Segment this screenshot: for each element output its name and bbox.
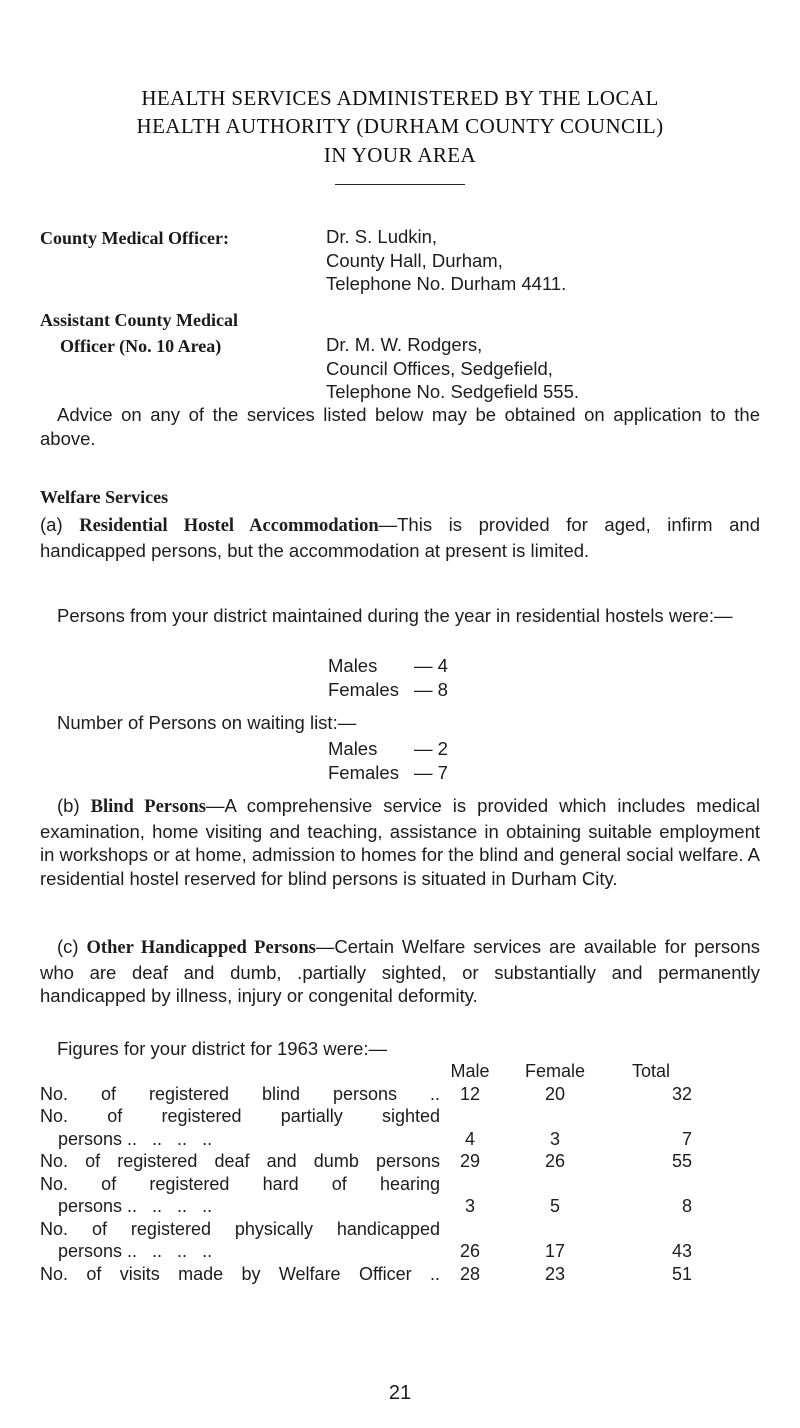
column-header-female: Female [524,1061,586,1081]
section-b-prefix: (b) [57,795,80,816]
figures-header-row [40,1060,700,1083]
cell-male: 4 [464,1128,475,1149]
section-b-title: Blind Persons [90,797,206,817]
table-row [40,1083,700,1106]
cell-female: 17 [544,1241,566,1261]
cell-female: 23 [544,1263,566,1284]
cmo-name: Dr. S. Ludkin, [326,226,438,247]
figures-intro: Figures for your district for 1963 were:— [57,1038,388,1059]
row-label: No. of registered physically handicapped persons .. .. .. .. [40,1218,440,1261]
heading-line-2: HEALTH AUTHORITY (DURHAM COUNTY COUNCIL) [136,114,664,138]
cmo-telephone: Telephone No. Durham 4411. [326,273,567,294]
cell-total: 43 [671,1241,692,1261]
section-a-text: —This is provided for aged, infirm and handicapped persons, but the accommodation at present is limited. [40,514,761,561]
cell-male: 3 [464,1196,475,1216]
acmo-details [326,333,766,404]
table-row [40,1105,700,1150]
cell-total: 55 [671,1151,692,1171]
heading-line-1: HEALTH SERVICES ADMINISTERED BY THE LOCAL [141,86,659,110]
waiting-females: Females — 7 [328,762,448,783]
section-b-text: —A comprehensive service is provided which includes medical examination, home visiting and teaching, assistance in obtaining suitable employment in workshops or at home, admission to homes for the blind and general social welfare. A residential hostel reserved for blind persons is situated in Durham City. [40,795,761,889]
page-number: 21 [388,1382,412,1404]
cell-female: 20 [544,1083,566,1104]
cell-male: 26 [459,1241,481,1261]
cell-female: 3 [549,1128,560,1149]
column-header-total: Total [631,1061,671,1081]
row-label: No. of registered blind persons .. [40,1083,440,1104]
cell-total: 51 [671,1263,692,1284]
table-row [40,1173,700,1218]
figures-table [40,1060,700,1285]
residents-males: Males — 4 [328,655,448,676]
cell-female: 5 [549,1196,560,1216]
table-row [40,1218,700,1263]
cmo-label: County Medical Officer: [40,228,229,248]
row-label: No. of visits made by Welfare Officer .. [40,1263,440,1284]
acmo-name: Dr. M. W. Rodgers, [326,334,483,355]
waiting-males: Males — 2 [328,738,448,759]
welfare-services-heading: Welfare Services [40,487,169,507]
acmo-address: Council Offices, Sedgefield, [326,357,553,379]
section-a-paragraph [40,513,760,562]
section-c-text: —Certain Welfare services are available for persons who are deaf and dumb, .partially sighted, or substantially and permanently handicapped by illness, injury or congenital deformity. [40,936,761,1006]
heading-divider [335,184,465,185]
section-c-title: Other Handicapped Persons [86,938,316,958]
section-b-paragraph [40,794,760,890]
section-a-prefix: (a) [40,514,63,535]
cell-total: 32 [671,1083,692,1104]
section-c-prefix: (c) [57,936,79,957]
cell-male: 28 [459,1263,481,1284]
figures-header-blank [40,1060,440,1083]
section-a-title: Residential Hostel Accommodation [79,516,379,536]
cell-male: 29 [459,1151,481,1171]
advice-paragraph: Advice on any of the services listed below may be obtained on application to the above. [40,404,760,449]
residents-females: Females — 8 [328,679,448,700]
row-label: No. of registered deaf and dumb persons [40,1151,440,1171]
heading-line-3: IN YOUR AREA [323,143,477,167]
cell-male: 12 [459,1083,481,1104]
acmo-label-line-1: Assistant County Medical [40,310,239,330]
cell-female: 26 [544,1151,566,1171]
hostel-residents-intro: Persons from your district maintained during the year in residential hostels were:— [57,605,733,626]
table-row [40,1263,700,1286]
acmo-label-line-2: Officer (No. 10 Area) [60,336,222,356]
row-label: No. of registered partially sighted persons .. .. .. .. [40,1106,440,1149]
row-label: No. of registered hard of hearing persons .. .. .. .. [40,1173,440,1216]
cell-total: 7 [681,1128,692,1149]
cmo-details [326,225,766,296]
cmo-address: County Hall, Durham, [326,249,503,271]
cell-total: 8 [681,1196,692,1216]
acmo-telephone: Telephone No. Sedgefield 555. [326,381,580,402]
column-header-male: Male [450,1061,490,1081]
section-c-paragraph [40,935,760,1008]
waiting-list-intro: Number of Persons on waiting list:— [57,712,357,733]
table-row [40,1150,700,1173]
